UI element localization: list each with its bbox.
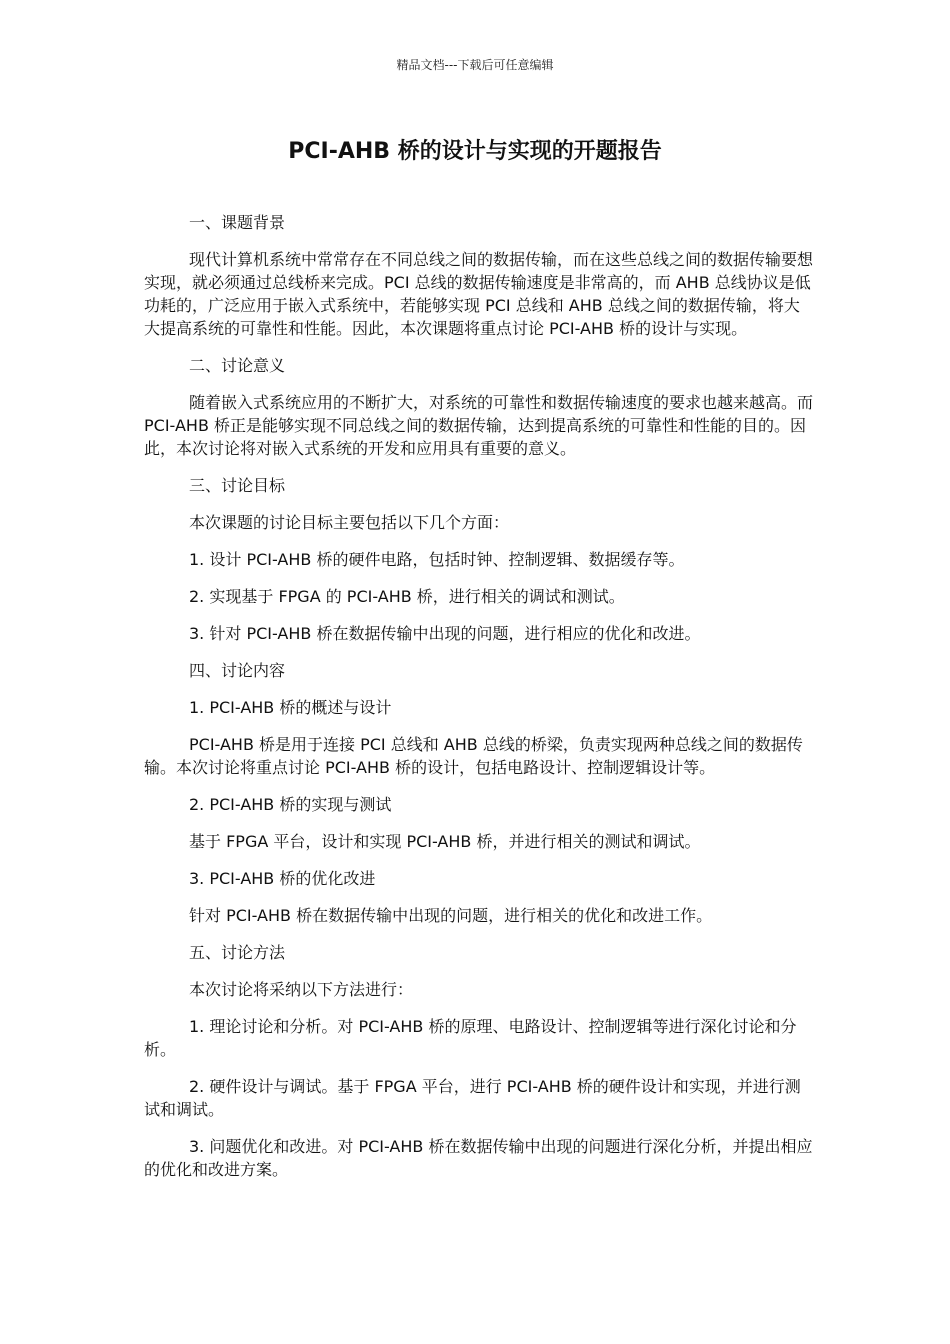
section-heading-background: 一、课题背景 xyxy=(189,213,286,232)
content-paragraph: PCI-AHB 桥是用于连接 PCI 总线和 AHB 总线的桥梁，负责实现两种总线之间的数据传输。本次讨论将重点讨论 PCI-AHB 桥的设计，包括电路设计、控制逻辑设计等。 xyxy=(144,735,803,777)
header-note: 精品文档---下载后可任意编辑 xyxy=(396,58,554,72)
goals-item: 3. 针对 PCI-AHB 桥在数据传输中出现的问题，进行相应的优化和改进。 xyxy=(189,624,701,643)
content-subheading: 3. PCI-AHB 桥的优化改进 xyxy=(189,869,376,888)
methods-intro: 本次讨论将采纳以下方法进行： xyxy=(189,980,414,999)
page-title: PCI-AHB 桥的设计与实现的开题报告 xyxy=(288,139,662,164)
paragraph-significance: 随着嵌入式系统应用的不断扩大，对系统的可靠性和数据传输速度的要求也越来越高。而 PCI-AHB 桥正是能够实现不同总线之间的数据传输，达到提高系统的可靠性和性能的目的。因此，本次讨论将对嵌入式系统的开发和应用具有重要的意义。 xyxy=(144,393,814,458)
content-subheading: 2. PCI-AHB 桥的实现与测试 xyxy=(189,795,392,814)
goals-item: 1. 设计 PCI-AHB 桥的硬件电路，包括时钟、控制逻辑、数据缓存等。 xyxy=(189,550,685,569)
goals-intro: 本次课题的讨论目标主要包括以下几个方面： xyxy=(189,513,510,532)
paragraph-background: 现代计算机系统中常常存在不同总线之间的数据传输，而在这些总线之间的数据传输要想实现，就必须通过总线桥来完成。PCI 总线的数据传输速度是非常高的，而 AHB 总线协议是低功耗的，广泛应用于嵌入式系统中，若能够实现 PCI 总线和 AHB 总线之间的数据传输，将大大提高系统的可靠性和性能。因此，本次课题将重点讨论 PCI-AHB 桥的设计与实现。 xyxy=(144,250,814,338)
content-subheading: 1. PCI-AHB 桥的概述与设计 xyxy=(189,698,392,717)
methods-item: 3. 问题优化和改进。对 PCI-AHB 桥在数据传输中出现的问题进行深化分析，并提出相应的优化和改进方案。 xyxy=(144,1137,813,1179)
document-body xyxy=(144,211,814,1195)
content-paragraph: 基于 FPGA 平台，设计和实现 PCI-AHB 桥，并进行相关的测试和调试。 xyxy=(189,832,701,851)
content-paragraph: 针对 PCI-AHB 桥在数据传输中出现的问题，进行相关的优化和改进工作。 xyxy=(189,906,713,925)
goals-item: 2. 实现基于 FPGA 的 PCI-AHB 桥，进行相关的调试和测试。 xyxy=(189,587,625,606)
section-heading-content: 四、讨论内容 xyxy=(189,661,286,680)
section-heading-significance: 二、讨论意义 xyxy=(189,356,286,375)
methods-item: 2. 硬件设计与调试。基于 FPGA 平台，进行 PCI-AHB 桥的硬件设计和实现，并进行测试和调试。 xyxy=(144,1077,801,1119)
section-heading-methods: 五、讨论方法 xyxy=(189,943,286,962)
section-heading-goals: 三、讨论目标 xyxy=(189,476,286,495)
methods-item: 1. 理论讨论和分析。对 PCI-AHB 桥的原理、电路设计、控制逻辑等进行深化讨论和分析。 xyxy=(144,1017,797,1059)
